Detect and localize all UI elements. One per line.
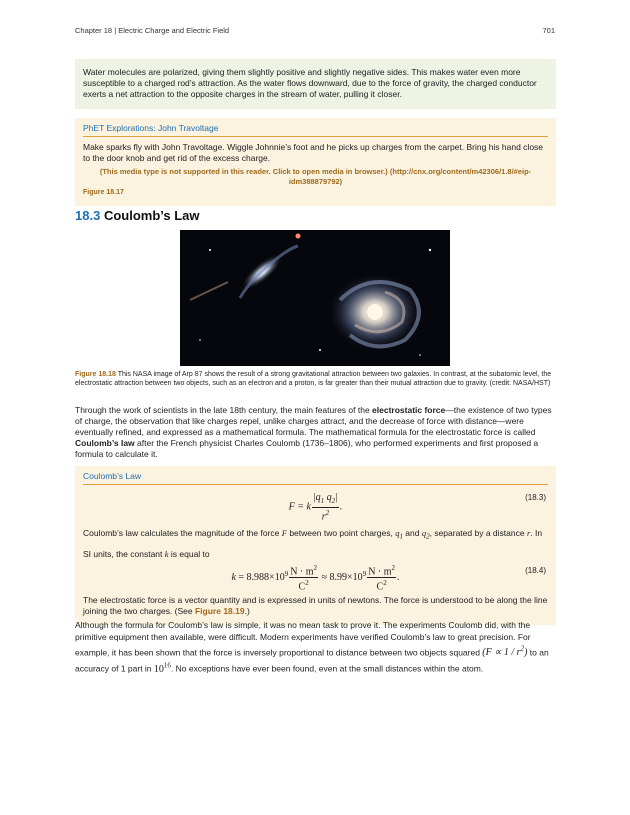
intro-text-1: Through the work of scientists in the late 18th century, the main features of the (75, 405, 373, 415)
law-description: Coulomb’s law calculates the magnitude of the force F between two point charges, $q_1$ and $q_2$, separated by a distance r. In SI units, the constant k is equal to (83, 528, 543, 559)
equation-number-18-3: (18.3) (525, 493, 546, 502)
law-text-5: . In SI units, the constant (83, 528, 543, 559)
law-text-2: between two point charges, (286, 528, 396, 538)
section-number: 18.3 (75, 208, 101, 223)
closing-text-2: to an accuracy of 1 part in (75, 647, 549, 674)
figure-18-caption (75, 370, 556, 388)
running-header-chapter: Chapter 18 | Electric Charge and Electric Field (75, 26, 230, 35)
coulombs-law-box (75, 466, 556, 625)
law-text-4: , separated by a distance (429, 528, 525, 538)
law-text-6: is equal to (168, 548, 210, 559)
note-box (75, 59, 556, 109)
law-text-7: The electrostatic force is a vector quantity and is expressed in units of newtons. The force is understood to be along the line joining the two charges. (See (83, 594, 548, 616)
law-text-8: .) (244, 605, 250, 616)
figure-17-label: Figure 18.17 (83, 189, 124, 196)
phet-title: PhET Explorations: John Travoltage (83, 123, 548, 137)
law-box-title: Coulomb’s Law (83, 471, 548, 485)
phet-box (75, 118, 556, 206)
term-electrostatic-force: electrostatic force (372, 405, 446, 415)
figure-18-caption-text: This NASA image of Arp 87 shows the result of a strong gravitational attraction between two galaxies. In contrast, at the subatomic level, the electrostatic attraction between two objects, such as an electron and a proton, is far greater than their mutual attraction due to gravity. (credit: NASA/HST) (75, 371, 552, 387)
law-note (83, 595, 548, 617)
note-text: Water molecules are polarized, giving them slightly positive and slightly negative sides. This makes water even more susceptible to a charged rod’s attraction. As the water flows downward, due to the force of gravity, the charged conductor exerts a net attraction to the opposite charges in the stream of water, pulling it closer. (83, 67, 537, 99)
figure-19-link[interactable]: Figure 18.19 (194, 605, 245, 616)
closing-text-1: Although the formula for Coulomb’s law is simple, it was no mean task to prove it. The experiments Coulomb did, with the primitive equipment then available, were difficult. Modern experiments have verified Coulomb’s law to great precision. For example, it has been shown that the force is inversely proportional to distance between two objects squared (75, 620, 531, 658)
closing-paragraph: Although the formula for Coulomb’s law is simple, it was no mean task to prove it. The experiments Coulomb did, with the primitive equipment then available, were difficult. Modern experiments have verified Coulomb’s law to great precision. For example, it has been shown that the force is inversely proportional to distance between two objects squared $(F \propto 1 / r^2)$ to an accuracy of 1 part in $10^{16}$. No exceptions have ever been found, even at the small distances within the atom. (75, 620, 549, 675)
law-text-1: Coulomb’s law calculates the magnitude of the force (83, 528, 282, 538)
figure-18-label: Figure 18.18 (75, 371, 116, 378)
galaxy-image (180, 230, 450, 366)
intro-text-2: —the existence of two types of charge, the observation that like charges repel, unlike charges attract, and the decrease of force with distance—were eventually refined, and expressed as a mathematical formula. The mathematical formula for the electrostatic force is called (75, 405, 552, 437)
section-title: Coulomb’s Law (103, 208, 200, 223)
page-number: 701 (542, 26, 555, 35)
closing-text-3: . No exceptions have ever been found, even at the small distances within the atom. (170, 663, 484, 674)
intro-text-3: after the French physicist Charles Coulomb (1736–1806), who performed experiments and first proposed a formula to calculate it. (75, 438, 539, 459)
intro-paragraph (75, 405, 556, 460)
equation-number-18-4: (18.4) (525, 565, 546, 575)
law-text-3: and (402, 528, 422, 538)
phet-text: Make sparks fly with John Travoltage. Wiggle Johnnie’s foot and he picks up charges from the carpet. Bring his hand close to the door knob and get rid of the excess charge. (83, 142, 544, 163)
equation-18-3: F = k $\frac{|q_1 q_2|}{r^2}$ . (18.3) (288, 492, 546, 523)
term-coulombs-law: Coulomb’s law (75, 438, 135, 448)
media-link[interactable]: (This media type is not supported in this reader. Click to open media in browser.) (http://cnx.org/content/m42306/1.8/#eip-idm388879792) (99, 167, 532, 186)
section-heading (75, 208, 200, 223)
equation-18-4: $k = 8.988\times 10^9$ $\frac{N \cdot m^2}{C^2}$ ≈ $8.99\times 10^9$ $\frac{N \cdot m^2}{C^2}$ . (18.4) (231, 563, 546, 593)
